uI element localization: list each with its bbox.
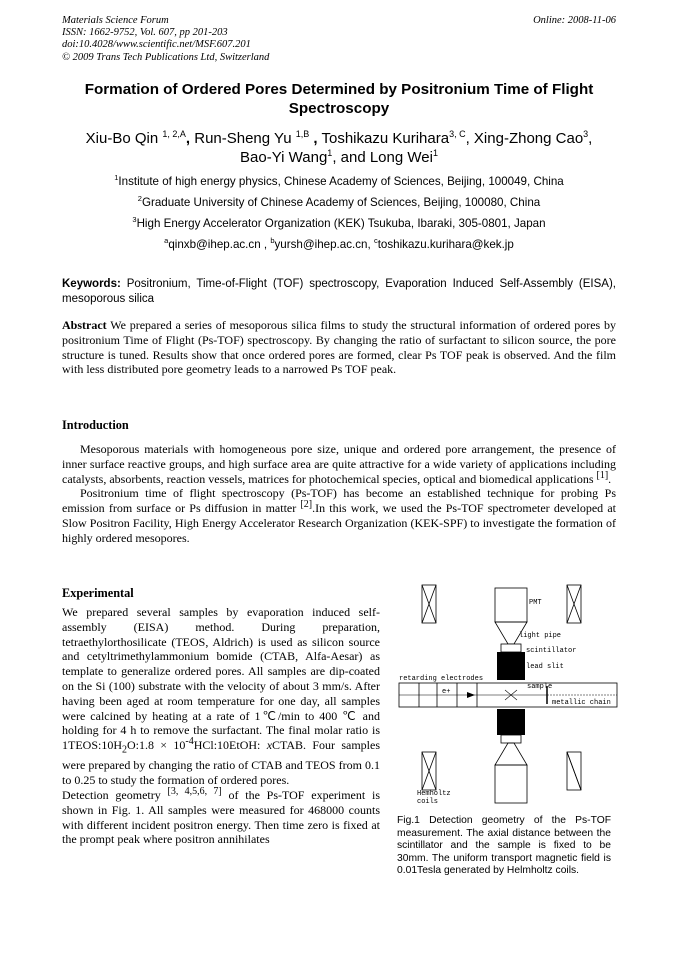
keywords-text: Positronium, Time-of-Flight (TOF) spectroscopy, Evaporation Induced Self-Assembly (EISA), mesoporous silica bbox=[62, 278, 616, 305]
retarding-electrodes-label: retarding electrodes bbox=[399, 675, 484, 683]
subscript: 2 bbox=[122, 744, 127, 756]
paragraph-text: Detection geometry bbox=[62, 787, 168, 802]
helmholtz-coil-top-right bbox=[567, 585, 581, 623]
paragraph-text: O:1.8 × 10 bbox=[127, 738, 186, 753]
figure-caption: Fig.1 Detection geometry of the Ps-TOF measurement. The axial distance between the scintillator and the sample is fixed to be 30mm. The uniform transport magnetic field is 0.01Tesla generated by Helmholtz coils. bbox=[397, 815, 611, 877]
journal-header bbox=[62, 15, 618, 64]
introduction-paragraph bbox=[62, 442, 616, 486]
affiliation-2 bbox=[62, 196, 616, 210]
affiliation-1 bbox=[62, 175, 616, 189]
paragraph-text: We prepared several samples by evaporation induced self-assembly (EISA) method. During preparation, tetraethylorthosilicate (TEOS, Aldrich) is used as silicon source and cetyltrimethylammonium bomide (CTAB, Alfa-Aesar) as template to generalize ordered pores. All samples are dip-coated on the Si (100) substrate with the velocity of about 3 mm/s. After having been aged at room temperature for one day, all samples were calcined by heating at a rate of 1℃/min to 400 ℃ and holding for 4 h to remove the surfactant. The final molar ratio is 1TEOS:10H bbox=[62, 605, 380, 753]
journal-name: Materials Science Forum bbox=[62, 15, 169, 26]
author-list: Xiu-Bo Qin $^{1, 2,A}$, Run-Sheng Yu $^{1,B}$ , Toshikazu Kurihara$^{3, C}$, Xing-Zhong Cao$^3$, Bao-Yi Wang$^1$, and Long Wei$^1$ bbox=[85, 129, 593, 166]
email-sup: b bbox=[270, 236, 275, 246]
variable: x bbox=[266, 738, 273, 753]
affiliation-sup: 1 bbox=[114, 173, 119, 183]
issn-line: ISSN: 1662-9752, Vol. 607, pp 201-203 bbox=[62, 27, 228, 39]
affiliation-text: Institute of high energy physics, Chinese Academy of Sciences, Beijing, 100049, China bbox=[118, 175, 564, 188]
author-sup: 3, C bbox=[449, 129, 466, 139]
email-sup: a bbox=[164, 236, 169, 246]
citation: [1] bbox=[596, 469, 609, 481]
abstract-text: We prepared a series of mesoporous silica films to study the structural information of ordered pores by positronium Time of Flight (Ps-TOF) spectroscopy. By changing the ratio of surfactant to silicon source, the pore structure is tuned. Results show that once ordered pores are formed, clear Ps TOF peak is observed. And the film with less distributed pore geometry leads to a narrowed Ps TOF peak. bbox=[62, 318, 616, 377]
pmt-label: PMT bbox=[529, 599, 542, 607]
affiliation-sup: 2 bbox=[137, 194, 142, 204]
lead-slit-bottom bbox=[497, 709, 525, 735]
introduction-heading: Introduction bbox=[62, 418, 129, 432]
citation: [3, 4,5,6, 7] bbox=[167, 785, 222, 797]
helmholtz-coil-top-left bbox=[422, 585, 436, 623]
paper-title: Formation of Ordered Pores Determined by Positronium Time of Flight Spectroscopy bbox=[84, 81, 594, 117]
paragraph-text: Mesoporous materials with homogeneous pore size, unique and ordered pore arrangement, the presence of inner surface reactive groups, and high surface area are quite attractive for a wide variety of applications including catalysts, absorbents, reaction vessels, matrices for photochemical species, optical and biomedical applications bbox=[62, 442, 616, 486]
experimental-heading: Experimental bbox=[62, 586, 134, 600]
citation: [2] bbox=[300, 499, 313, 511]
author-name: Long Wei bbox=[369, 149, 433, 166]
affiliation-sup: 3 bbox=[132, 215, 137, 225]
positron-label: e+ bbox=[442, 688, 451, 696]
keywords-label: Keywords: bbox=[62, 278, 121, 290]
email-link[interactable]: yursh@ihep.ac.cn bbox=[274, 238, 368, 251]
paragraph-text: HCl:10EtOH: bbox=[193, 738, 267, 753]
paragraph-text: of the Ps-TOF experiment is shown in Fig. 1. All samples were measured for 468000 counts with different incident positron energy. Then time zero is fixed at the prompt peak where positron annihilates bbox=[62, 787, 380, 847]
experimental-paragraph bbox=[62, 785, 380, 847]
online-date: Online: 2008-11-06 bbox=[533, 15, 616, 26]
paragraph-text: CTAB. Four samples were prepared by changing the ratio of CTAB and TEOS from 0.1 to 0.25 to study the formation of ordered pores. bbox=[62, 738, 380, 788]
affiliation-3 bbox=[62, 217, 616, 231]
beam-arrow bbox=[467, 692, 475, 698]
author-name: Toshikazu Kurihara bbox=[321, 130, 450, 147]
paragraph-text: .In this work, we used the Ps-TOF spectrometer developed at Slow Positron Facility, High Energy Accelerator Research Organization (KEK-SPF) to investigate the formation of highly ordered mesopores. bbox=[62, 501, 616, 545]
copyright-line: © 2009 Trans Tech Publications Ltd, Switzerland bbox=[62, 51, 270, 63]
paragraph-text: Positronium time of flight spectroscopy (Ps-TOF) has become an established technique for probing Ps emission from surface or Ps diffusion in matter bbox=[62, 486, 616, 516]
email-link[interactable]: toshikazu.kurihara@kek.jp bbox=[377, 238, 514, 251]
light-pipe-label: light pipe bbox=[519, 632, 562, 640]
keywords bbox=[62, 277, 616, 306]
author-sup: 1,B bbox=[295, 129, 310, 139]
author-sup: 1, 2,A bbox=[162, 129, 186, 139]
pmt-top bbox=[495, 588, 527, 622]
sample-label: sample bbox=[527, 683, 553, 691]
lead-slit-top bbox=[497, 652, 525, 680]
metallic-chain-label: metallic chain bbox=[552, 699, 611, 707]
affiliation-text: High Energy Accelerator Organization (KEK) Tsukuba, Ibaraki, 305-0801, Japan bbox=[136, 217, 546, 230]
doi-line: doi:10.4028/www.scientific.net/MSF.607.201 bbox=[62, 39, 251, 51]
scintillator-top bbox=[501, 644, 521, 652]
email-sup: c bbox=[373, 236, 378, 246]
email-link[interactable]: qinxb@ihep.ac.cn bbox=[168, 238, 261, 251]
abstract bbox=[62, 318, 616, 377]
pmt-bottom bbox=[495, 765, 527, 803]
helmholtz-coil-bottom-left bbox=[422, 752, 436, 790]
scintillator-label: scintillator bbox=[526, 647, 577, 655]
lead-slit-label: lead slit bbox=[526, 663, 564, 671]
superscript: -4 bbox=[185, 736, 194, 748]
detection-geometry-figure bbox=[397, 582, 619, 812]
experimental-body bbox=[62, 605, 380, 847]
paragraph-text: . bbox=[608, 471, 612, 486]
experimental-paragraph bbox=[62, 605, 380, 788]
affiliation-text: Graduate University of Chinese Academy of Sciences, Beijing, 100080, China bbox=[141, 196, 541, 209]
scintillator-bottom bbox=[501, 735, 521, 743]
author-name: Xiu-Bo Qin bbox=[85, 130, 159, 147]
coils-label: coils bbox=[417, 798, 439, 806]
author-sup: 1 bbox=[327, 148, 333, 158]
light-pipe-bottom bbox=[495, 743, 527, 765]
author-name: Bao-Yi Wang bbox=[240, 149, 328, 166]
introduction-body bbox=[62, 442, 616, 546]
author-name: Run-Sheng Yu bbox=[194, 130, 292, 147]
helmholtz-coil-bottom-right bbox=[567, 752, 581, 790]
introduction-paragraph bbox=[62, 486, 616, 545]
abstract-label: Abstract bbox=[62, 318, 107, 332]
email-list: $^a$qinxb@ihep.ac.cn , $^b$yursh@ihep.ac.cn, $^c$toshikazu.kurihara@kek.jp bbox=[164, 236, 514, 251]
author-name: Xing-Zhong Cao bbox=[473, 130, 584, 147]
author-sup: 3 bbox=[583, 129, 589, 139]
helmholtz-label: Hemholtz bbox=[417, 790, 451, 798]
author-sup: 1 bbox=[432, 148, 438, 158]
